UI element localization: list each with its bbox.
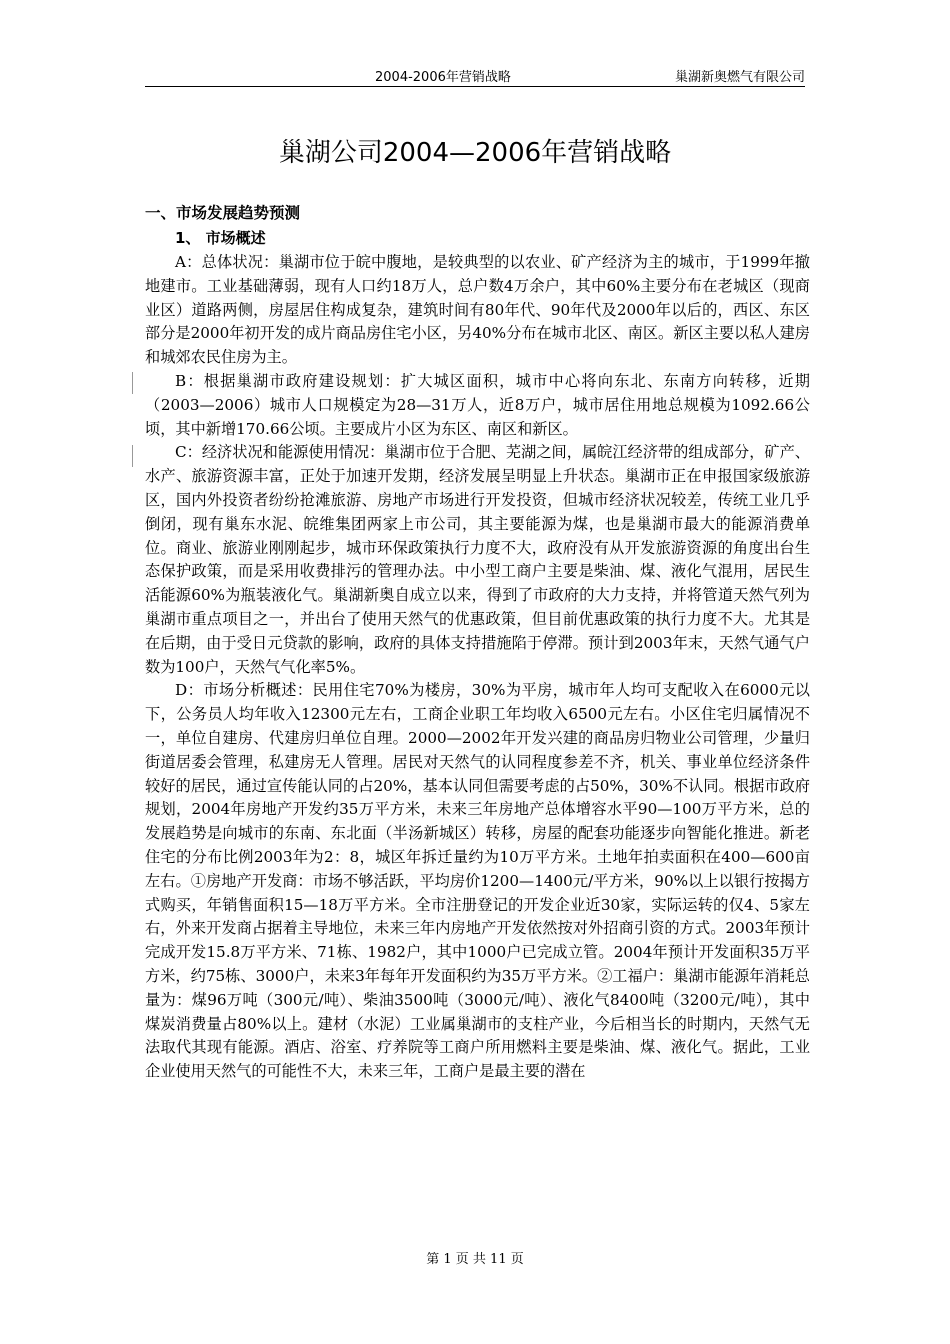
change-bar	[132, 445, 133, 467]
section-heading: 一、市场发展趋势预测	[145, 204, 301, 222]
page-header	[145, 66, 805, 87]
change-bar	[132, 372, 133, 394]
paragraph-d: D：市场分析概述：民用住宅70%为楼房，30%为平房，城市年人均可支配收入在6000元以下，公务员人均年收入12300元左右，工商企业职工年均收入6500元左右。小区住宅归属情况不一，单位自建房、代建房归单位自理。2000—2002年开发兴建的商品房归物业公司管理，少量归街道居委会管理，私建房无人管理。居民对天然气的认同程度参差不齐，机关、事业单位经济条件较好的居民，通过宣传能认同的占20%，基本认同但需要考虑的占50%，30%不认同。根据市政府规划，2004年房地产开发约35万平方米，未来三年房地产总体增容水平90—100万平方米，总的发展趋势是向城市的东南、东北面（半汤新城区）转移，房屋的配套功能逐步向智能化推进。新老住宅的分布比例2003年为2：8，城区年拆迁量约为10万平方米。土地年拍卖面积在400—600亩左右。①房地产开发商：市场不够活跃，平均房价1200—1400元/平方米，90%以上以银行按揭方式购买，年销售面积15—18万平方米。全市注册登记的开发企业近30家，实际运转的仅4、5家左右，外来开发商占据着主导地位，未来三年内房地产开发依然按对外招商引资的方式。2003年预计完成开发15.8万平方米、71栋、1982户，其中1000户已完成立管。2004年预计开发面积35万平方米，约75栋、3000户，未来3年每年开发面积约为35万平方米。②工福户：巢湖市能源年消耗总量为：煤96万吨（300元/吨）、柴油3500吨（3000元/吨）、液化气8400吨（3200元/吨），其中煤炭消费量占80%以上。建材（水泥）工业属巢湖市的支柱产业，今后相当长的时期内，天然气无法取代其现有能源。酒店、浴室、疗养院等工商户所用燃料主要是柴油、煤、液化气。据此，工业企业使用天然气的可能性不大，未来三年，工商户是最主要的潜在	[145, 681, 810, 1081]
page-footer: 第 1 页 共 11 页	[426, 1252, 524, 1267]
header-company: 巢湖新奥燃气有限公司	[674, 70, 805, 85]
paragraph-c: C：经济状况和能源使用情况：巢湖市位于合肥、芜湖之间，属皖江经济带的组成部分，矿产、水产、旅游资源丰富，正处于加速开发期，经济发展呈明显上升状态。巢湖市正在申报国家级旅游区，国内外投资者纷纷抢滩旅游、房地产市场进行开发投资，但城市经济状况较差，传统工业几乎倒闭，现有巢东水泥、皖维集团两家上市公司，其主要能源为煤，也是巢湖市最大的能源消费单位。商业、旅游业刚刚起步，城市环保政策执行力度不大，政府没有从开发旅游资源的角度出台生态保护政策，而是采用收费排污的管理办法。中小型工商户主要是柴油、煤、液化气混用，居民生活能源60%为瓶装液化气。巢湖新奥自成立以来，得到了市政府的大力支持，并将管道天然气列为巢湖市重点项目之一，并出台了使用天然气的优惠政策，但目前优惠政策的执行力度不大。尤其是在后期，由于受日元贷款的影响，政府的具体支持措施陷于停滞。预计到2003年末，天然气通气户数为100户，天然气气化率5%。	[145, 443, 810, 676]
document-body	[145, 200, 810, 1084]
paragraph-b: B：根据巢湖市政府建设规划：扩大城区面积，城市中心将向东北、东南方向转移，近期（2003—2006）城市人口规模定为28—31万人，近8万户，城市居住用地总规模为1092.66公顷，其中新增170.66公顷。主要成片小区为东区、南区和新区。	[145, 371, 810, 438]
subsection-heading: 1、 市场概述	[175, 229, 266, 247]
paragraph-a: A：总体状况：巢湖市位于皖中腹地，是较典型的以农业、矿产经济为主的城市，于1999年撤地建市。工业基础薄弱，现有人口约18万人，总户数4万余户，其中60%主要分布在老城区（现商业区）道路两侧，房屋居住构成复杂，建筑时间有80年代、90年代及2000年以后的，西区、东区部分是2000年初开发的成片商品房住宅小区，另40%分布在城市北区、南区。新区主要以私人建房和城郊农民住房为主。	[145, 253, 810, 367]
header-title: 2004-2006年营销战略	[375, 70, 511, 85]
document-title: 巢湖公司2004—2006年营销战略	[278, 138, 672, 168]
